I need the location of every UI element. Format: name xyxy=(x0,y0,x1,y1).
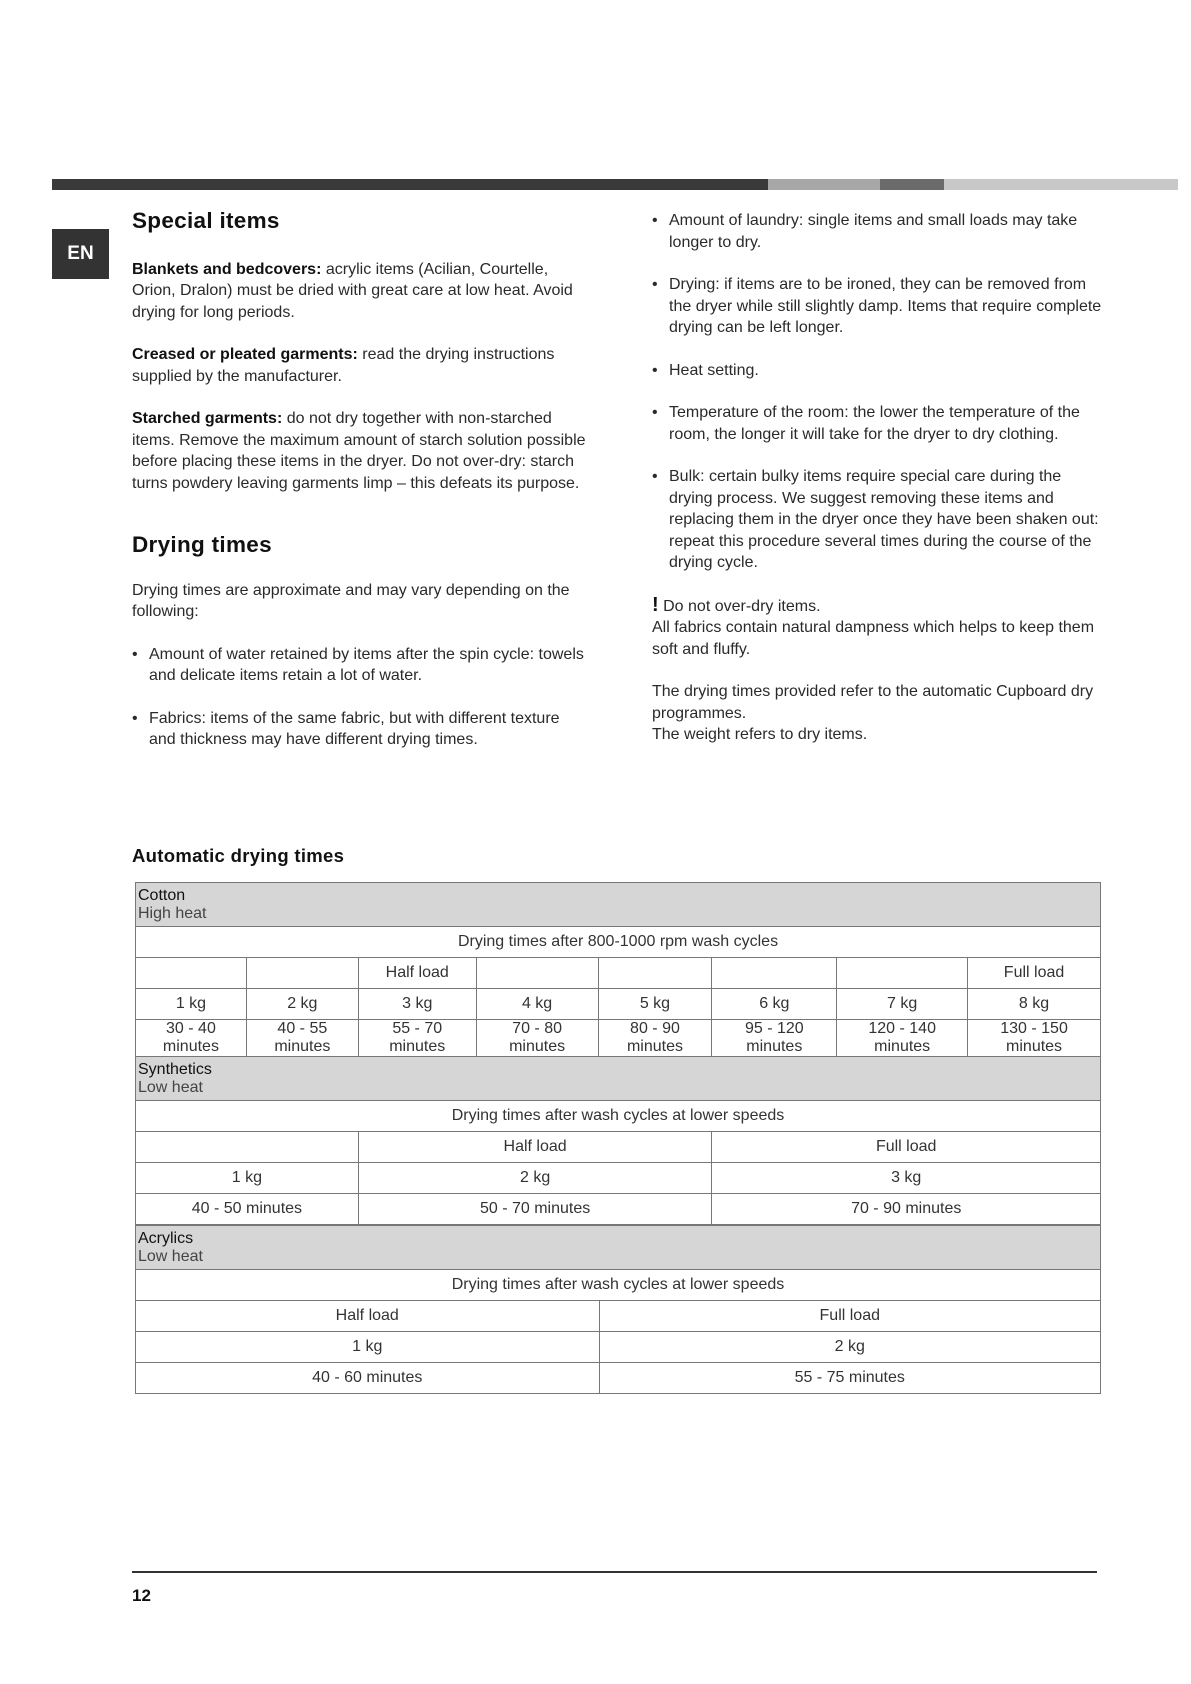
list-item: • Drying: if items are to be ironed, they can be removed from the dryer while still slightly damp. Items that require complete drying can be left longer. xyxy=(652,276,1102,336)
table-cell: 70 - 80 minutes xyxy=(476,1020,598,1057)
table-row xyxy=(136,1163,1101,1194)
page-number: 12 xyxy=(132,1586,151,1605)
table-row xyxy=(136,958,1101,989)
cotton-half-load: Half load xyxy=(358,958,476,989)
table-cell: 40 - 60 minutes xyxy=(136,1363,600,1394)
synthetics-half-load: Half load xyxy=(358,1132,712,1163)
acrylics-table xyxy=(135,1225,1101,1394)
list-item: • Temperature of the room: the lower the temperature of the room, the longer it will take for the dryer to dry clothing. xyxy=(652,404,1080,443)
table-cell: 30 - 40 minutes xyxy=(136,1020,247,1057)
table-cell: 1 kg xyxy=(136,1163,359,1194)
table-cell: 80 - 90 minutes xyxy=(598,1020,712,1057)
left-column xyxy=(132,210,587,751)
acrylics-caption: Drying times after wash cycles at lower speeds xyxy=(136,1270,1101,1301)
cotton-table xyxy=(135,882,1101,1057)
drying-intro: Drying times are approximate and may vary depending on the following: xyxy=(132,581,570,620)
starched-paragraph: Starched garments: do not dry together with non-starched items. Remove the maximum amount of starch solution possible before placing these items in the dryer. Do not over-dry: starch turns powdery leaving garments limp – this defeats its purpose. xyxy=(132,410,586,492)
cotton-section-header: Cotton High heat xyxy=(136,883,1101,927)
table-cell: 40 - 50 minutes xyxy=(136,1194,359,1225)
table-cell: 4 kg xyxy=(476,989,598,1020)
acrylics-section-header: Acrylics Low heat xyxy=(136,1226,1101,1270)
table-cell: 5 kg xyxy=(598,989,712,1020)
synthetics-section-header: Synthetics Low heat xyxy=(136,1057,1101,1101)
warning-note: ! Do not over-dry items. xyxy=(652,593,821,616)
table-cell: 3 kg xyxy=(712,1163,1101,1194)
table-cell: 2 kg xyxy=(599,1332,1100,1363)
synthetics-caption: Drying times after wash cycles at lower speeds xyxy=(136,1101,1101,1132)
warning-icon: ! xyxy=(652,593,659,616)
table-cell: 2 kg xyxy=(246,989,358,1020)
list-item: • Amount of water retained by items after the spin cycle: towels and delicate items retain a lot of water. xyxy=(132,645,584,684)
table-cell: 55 - 70 minutes xyxy=(358,1020,476,1057)
table-cell: 1 kg xyxy=(136,989,247,1020)
list-item: • Fabrics: items of the same fabric, but with different texture and thickness may have different drying times. xyxy=(132,709,560,748)
table-row xyxy=(136,1332,1101,1363)
list-item: • Heat setting. xyxy=(652,361,759,379)
synthetics-table xyxy=(135,1056,1101,1225)
header-stripe xyxy=(52,179,1178,190)
table-cell: 3 kg xyxy=(358,989,476,1020)
table-cell: 120 - 140 minutes xyxy=(837,1020,968,1057)
table-cell: 7 kg xyxy=(837,989,968,1020)
drying-times-heading: Drying times xyxy=(132,532,272,557)
cotton-caption: Drying times after 800-1000 rpm wash cycles xyxy=(136,927,1101,958)
weight-note: The weight refers to dry items. xyxy=(652,726,868,743)
acrylics-full-load: Full load xyxy=(599,1301,1100,1332)
dampness-note: All fabrics contain natural dampness which helps to keep them soft and fluffy. xyxy=(652,619,1095,658)
list-item: • Amount of laundry: single items and small loads may take longer to dry. xyxy=(652,212,1078,251)
cotton-full-load: Full load xyxy=(968,958,1101,989)
right-column xyxy=(652,210,1107,746)
footer-rule xyxy=(132,1571,1097,1573)
acrylics-half-load: Half load xyxy=(136,1301,600,1332)
table-cell: 55 - 75 minutes xyxy=(599,1363,1100,1394)
blankets-paragraph: Blankets and bedcovers: acrylic items (Acilian, Courtelle, Orion, Dralon) must be dried with great care at low heat. Avoid drying for long periods. xyxy=(132,260,573,321)
table-title: Automatic drying times xyxy=(132,845,345,866)
table-cell: 130 - 150 minutes xyxy=(968,1020,1101,1057)
table-row xyxy=(136,989,1101,1020)
language-tab: EN xyxy=(52,229,109,279)
table-cell: 8 kg xyxy=(968,989,1101,1020)
special-items-heading: Special items xyxy=(132,208,280,233)
table-cell: 1 kg xyxy=(136,1332,600,1363)
table-cell: 6 kg xyxy=(712,989,837,1020)
table-row xyxy=(136,1132,1101,1163)
table-cell: 70 - 90 minutes xyxy=(712,1194,1101,1225)
table-row xyxy=(136,1020,1101,1057)
table-row xyxy=(136,1363,1101,1394)
table-row xyxy=(136,1301,1101,1332)
list-item: • Bulk: certain bulky items require special care during the drying process. We suggest removing these items and replacing them in the dryer once they have been shaken out: repeat this procedure several times during the course of the drying cycle. xyxy=(652,468,1099,571)
table-cell: 95 - 120 minutes xyxy=(712,1020,837,1057)
creased-paragraph: Creased or pleated garments: read the drying instructions supplied by the manufacturer. xyxy=(132,346,555,385)
table-row xyxy=(136,1194,1101,1225)
synthetics-full-load: Full load xyxy=(712,1132,1101,1163)
table-cell: 2 kg xyxy=(358,1163,712,1194)
programmes-note: The drying times provided refer to the automatic Cupboard dry programmes. xyxy=(652,683,1094,722)
table-cell: 50 - 70 minutes xyxy=(358,1194,712,1225)
table-cell: 40 - 55 minutes xyxy=(246,1020,358,1057)
